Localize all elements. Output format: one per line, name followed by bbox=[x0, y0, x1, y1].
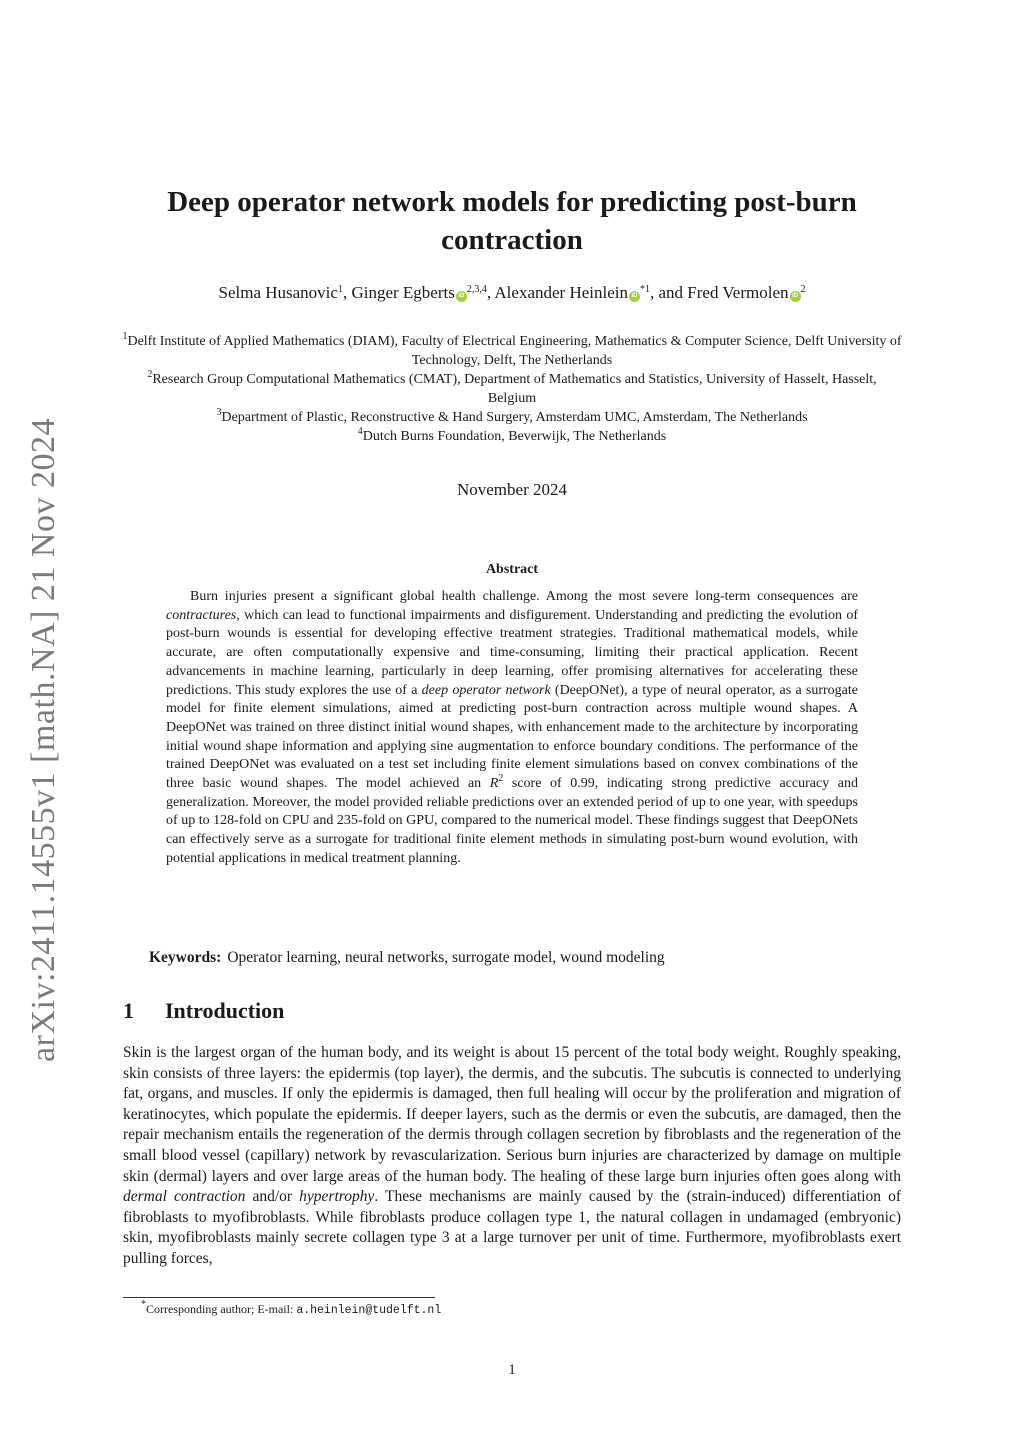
introduction-text-segment: dermal contraction bbox=[123, 1188, 246, 1206]
affiliation-text: Delft Institute of Applied Mathematics (DIAM), Faculty of Electrical Engineering, Mathematics & Computer Science, Delft University of Technology, Delft, The Netherlands bbox=[127, 334, 902, 368]
section-heading-introduction bbox=[123, 998, 284, 1024]
footnote-text: Corresponding author; E-mail: bbox=[146, 1302, 297, 1316]
keywords-label: Keywords: bbox=[149, 949, 222, 966]
abstract-text-segment: , which can lead to functional impairments and disfigurement. Understanding and predicting the evolution of post-burn wounds is essential for developing effective treatment strategies. Traditional mathematical models, while accurate, are often computationally expensive and time-consuming, limiting their practical application. Recent advancements in machine learning, particularly in deep learning, offer promising alternatives for accelerating these predictions. This study explores the use of a bbox=[166, 607, 858, 698]
section-number: 1 bbox=[123, 998, 134, 1023]
author-name: Ginger Egberts bbox=[351, 283, 455, 302]
abstract-heading: Abstract bbox=[485, 562, 539, 577]
abstract-text-segment: (DeepONet), a type of neural operator, as a surrogate model for finite element simulations, aimed at predicting post-burn contraction across multiple wound shapes. A DeepONet was trained on three distinct initial wound shapes, with enhancement made to the architecture by incorporating initial wound shape information and applying sine augmentation to enforce boundary conditions. The performance of the trained DeepONet was evaluated on a test set including finite element simulations based on convex combinations of the three basic wound shapes. The model achieved an bbox=[166, 682, 858, 792]
page-number: 1 bbox=[508, 1362, 516, 1378]
author-affiliation-marker: 2,3,4 bbox=[466, 284, 487, 295]
orcid-icon[interactable]: iD bbox=[790, 291, 801, 302]
introduction-text-segment: . These mechanisms are mainly caused by the (strain-induced) differentiation of fibroblasts to myofibroblasts. While fibroblasts produce collagen type 1, the natural collagen in undamaged (embryonic) skin, myofibroblasts mainly secrete collagen type 3 at a large turnover per unit of time. Furthermore, myofibroblasts exert pulling forces, bbox=[123, 1188, 901, 1267]
author-affiliation-marker: 1 bbox=[337, 284, 343, 295]
author-name: Fred Vermolen bbox=[687, 283, 789, 302]
publication-date: November 2024 bbox=[456, 480, 567, 499]
footnote-marker: * bbox=[141, 1299, 146, 1310]
section-title: Introduction bbox=[165, 998, 285, 1023]
keywords-line bbox=[149, 949, 909, 967]
keywords-text: Operator learning, neural networks, surrogate model, wound modeling bbox=[227, 949, 665, 966]
arxiv-identifier-stamp: arXiv:2411.14555v1 [math.NA] 21 Nov 2024 bbox=[25, 418, 62, 1062]
orcid-icon[interactable]: iD bbox=[629, 291, 640, 302]
author-separator: , and bbox=[650, 283, 688, 302]
corresponding-email-link[interactable]: a.heinlein@tudelft.nl bbox=[296, 1304, 442, 1317]
introduction-text-segment: and/or bbox=[245, 1188, 300, 1206]
abstract-text-segment: score of 0.99, indicating strong predictive accuracy and generalization. Moreover, the model provided reliable predictions over an extended period of up to one year, with speedups of up to 128-fold on CPU and 235-fold on GPU, compared to the numerical model. These findings suggest that DeepONets can effectively serve as a surrogate for traditional finite element methods in simulating post-burn wound evolution, with potential applications in medical treatment planning. bbox=[166, 776, 858, 866]
orcid-icon[interactable]: iD bbox=[456, 291, 467, 302]
footnote-corresponding-author bbox=[141, 1299, 442, 1317]
affiliation-marker: 2 bbox=[147, 369, 153, 380]
affiliation-text: Research Group Computational Mathematics (CMAT), Department of Mathematics and Statistics, University of Hasselt, Hasselt, Belgium bbox=[152, 372, 877, 406]
affiliation-item bbox=[122, 370, 902, 408]
author-list bbox=[110, 283, 914, 303]
author-separator: , bbox=[342, 283, 352, 302]
affiliation-text: Department of Plastic, Reconstructive & Hand Surgery, Amsterdam UMC, Amsterdam, The Netherlands bbox=[221, 410, 808, 425]
affiliation-marker: 4 bbox=[357, 426, 363, 437]
introduction-text-segment: Skin is the largest organ of the human body, and its weight is about 15 percent of the total body weight. Roughly speaking, skin consists of three layers: the epidermis (top layer), the dermis, and the subcutis. The subcutis is connected to underlying fat, organs, and muscles. If only the epidermis is damaged, then full healing will occur by the proliferation and migration of keratinocytes, which populate the epidermis. If deeper layers, such as the dermis or even the subcutis, are damaged, then the repair mechanism entails the regeneration of the dermis through collagen secretion by fibroblasts and the regeneration of the small blood vessel (capillary) network by revascularization. Serious burn injuries are characterized by damage on multiple skin (dermal) layers and over large areas of the human body. The healing of these large burn injuries often goes along with bbox=[123, 1044, 901, 1185]
affiliation-item bbox=[122, 427, 902, 446]
affiliation-list bbox=[122, 332, 902, 446]
introduction-text-segment: hypertrophy bbox=[299, 1188, 375, 1206]
abstract-text-segment: contractures bbox=[166, 607, 237, 623]
author-affiliation-marker: 2 bbox=[800, 284, 806, 295]
author-separator: , bbox=[486, 283, 495, 302]
author-affiliation-marker: *1 bbox=[640, 284, 650, 295]
author-name: Selma Husanovic bbox=[218, 283, 338, 302]
affiliation-item bbox=[122, 332, 902, 370]
affiliation-item bbox=[122, 408, 902, 427]
affiliation-text: Dutch Burns Foundation, Beverwijk, The Netherlands bbox=[362, 429, 667, 444]
author-name: Alexander Heinlein bbox=[494, 283, 628, 302]
affiliation-marker: 1 bbox=[122, 331, 128, 342]
introduction-paragraph bbox=[123, 1043, 901, 1270]
footnote-divider bbox=[123, 1297, 435, 1298]
affiliation-marker: 3 bbox=[216, 407, 222, 418]
abstract-text bbox=[166, 588, 858, 869]
abstract-text-segment: deep operator network bbox=[421, 682, 551, 698]
paper-title: Deep operator network models for predicting post-burn contraction bbox=[167, 186, 857, 256]
abstract-text-segment: Burn injuries present a significant global health challenge. Among the most severe long-term consequences are bbox=[190, 589, 858, 604]
abstract-text-segment: 2 bbox=[498, 773, 504, 785]
abstract-text-segment: R bbox=[489, 776, 499, 792]
